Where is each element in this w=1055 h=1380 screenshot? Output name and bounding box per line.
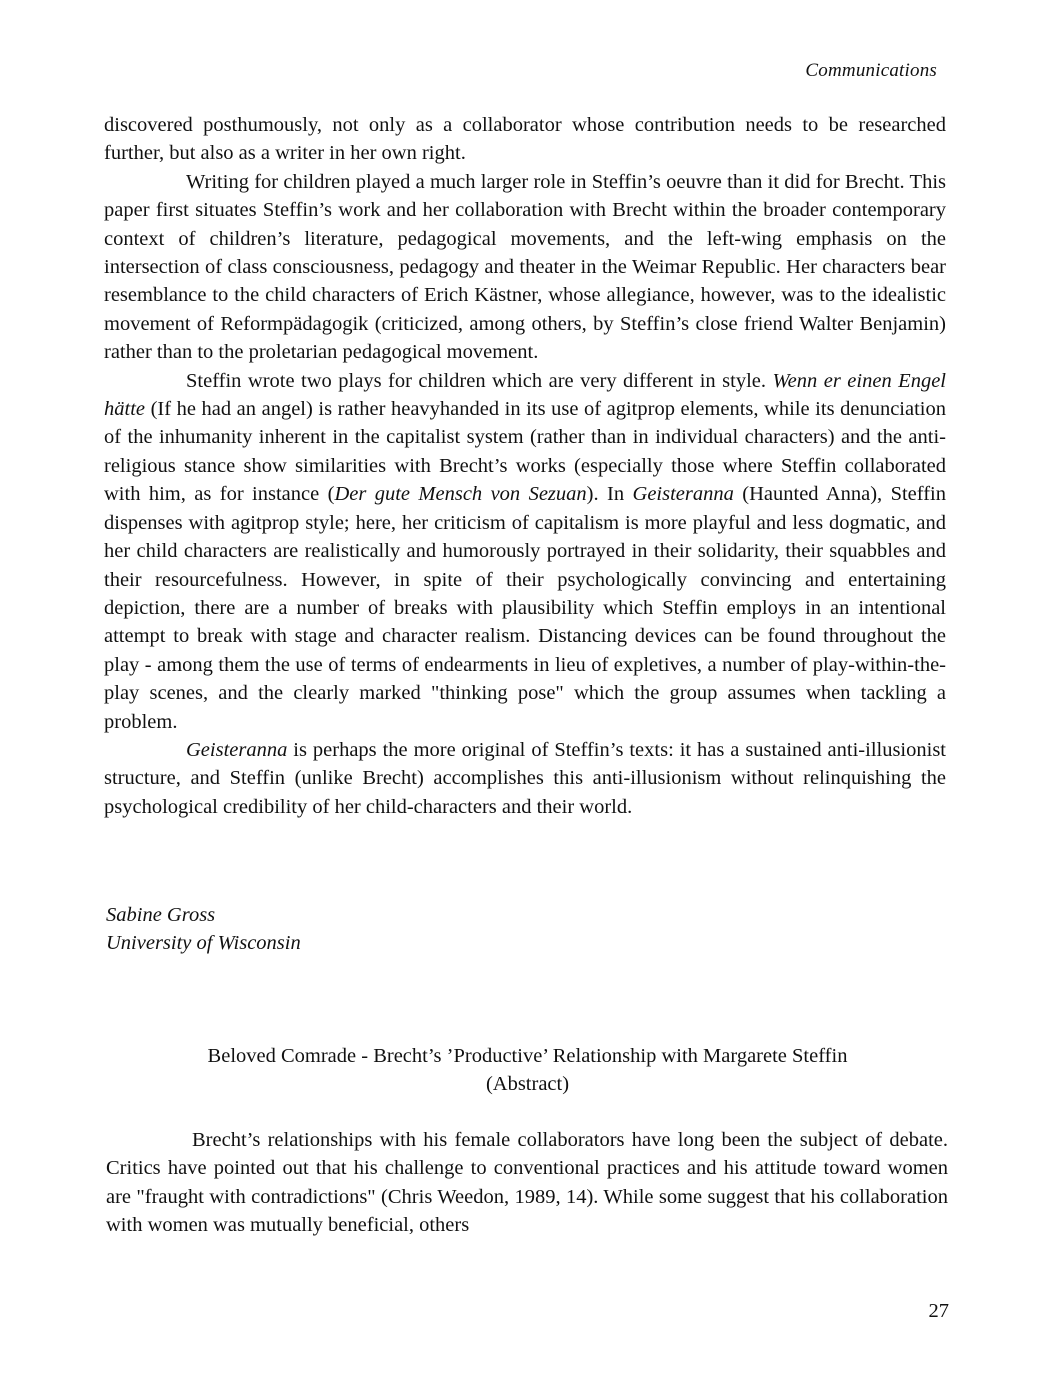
- title-der-gute-mensch-von-sezuan: Der gute Mensch von Sezuan: [334, 483, 587, 506]
- abstract-title: [0, 1042, 1055, 1099]
- body-text: [104, 111, 946, 821]
- page-number: 27: [928, 1300, 949, 1322]
- abstract-subtitle: (Abstract): [485, 1073, 570, 1096]
- text-span: (Haunted Anna), Steffin dispenses with agitprop style; here, her criticism of capitalism is more playful and less dogmatic, and her child characters are realistically and humorously portrayed in their solidarity, their squabbles and their resourcefulness. However, in spite of their psychologically convincing and entertaining depiction, there are a number of breaks with plausibility which Steffin employs in an intentional attempt to break with stage and character realism. Distancing devices can be found throughout the play - among them the use of terms of endearments in lieu of expletives, a number of play-within-the-play scenes, and the clearly marked "thinking pose" which the group assumes when tackling a problem.: [104, 483, 947, 733]
- text-span: ). In: [586, 483, 633, 506]
- paragraph-two-plays: [104, 367, 946, 736]
- text-span: is perhaps the more original of Steffin’s texts: it has a sustained anti-illusionist structure, and Steffin (unlike Brecht) accomplishes this anti-illusionism without relinquishing the psychological credibility of her child-characters and their world.: [104, 738, 946, 818]
- text-span: Steffin wrote two plays for children which are very different in style.: [186, 369, 773, 392]
- title-wenn-er-einen-engel-haette: Wenn er einen Engel hätte: [104, 369, 946, 421]
- paragraph-continuation: discovered posthumously, not only as a collaborator whose contribution needs to be researched further, but also as a writer in her own right.: [104, 114, 946, 165]
- abstract-body: [106, 1126, 948, 1240]
- paragraph-geisteranna-original: [104, 736, 946, 821]
- title-geisteranna: Geisteranna: [186, 738, 288, 761]
- title-geisteranna: Geisteranna: [632, 483, 734, 506]
- running-head: Communications: [805, 60, 937, 81]
- paragraph-writing-for-children: Writing for children played a much larger role in Steffin’s oeuvre than it did for Brecht. This paper first situates Steffin’s work and her collaboration with Brecht within the broader contemporary context of children’s literature, pedagogical movements, and the left-wing emphasis on the intersection of class consciousness, pedagogy and theater in the Weimar Republic. Her characters bear resemblance to the child characters of Erich Kästner, whose allegiance, however, was to the idealistic movement of Reformpädagogik (criticized, among others, by Steffin’s close friend Walter Benjamin) rather than to the proletarian pedagogical movement.: [104, 170, 946, 364]
- text-span: (If he had an angel) is rather heavyhanded in its use of agitprop elements, while its denunciation of the inhumanity inherent in the capitalist system (rather than in individual characters) and the anti-religious stance show similarities with Brecht’s works (especially those where Steffin collaborated with him, as for instance (: [104, 398, 946, 506]
- author-signature: [106, 901, 301, 958]
- abstract-title-line: Beloved Comrade - Brecht’s ’Productive’ Relationship with Margarete Steffin: [207, 1045, 848, 1067]
- author-name: Sabine Gross: [106, 904, 216, 926]
- abstract-paragraph: Brecht’s relationships with his female collaborators have long been the subject of debate. Critics have pointed out that his challenge to conventional practices and his attitude toward women are "fraught with contradictions" (Chris Weedon, 1989, 14). While some suggest that his collaboration with women was mutually beneficial, others: [106, 1129, 948, 1237]
- author-affiliation: University of Wisconsin: [106, 932, 301, 955]
